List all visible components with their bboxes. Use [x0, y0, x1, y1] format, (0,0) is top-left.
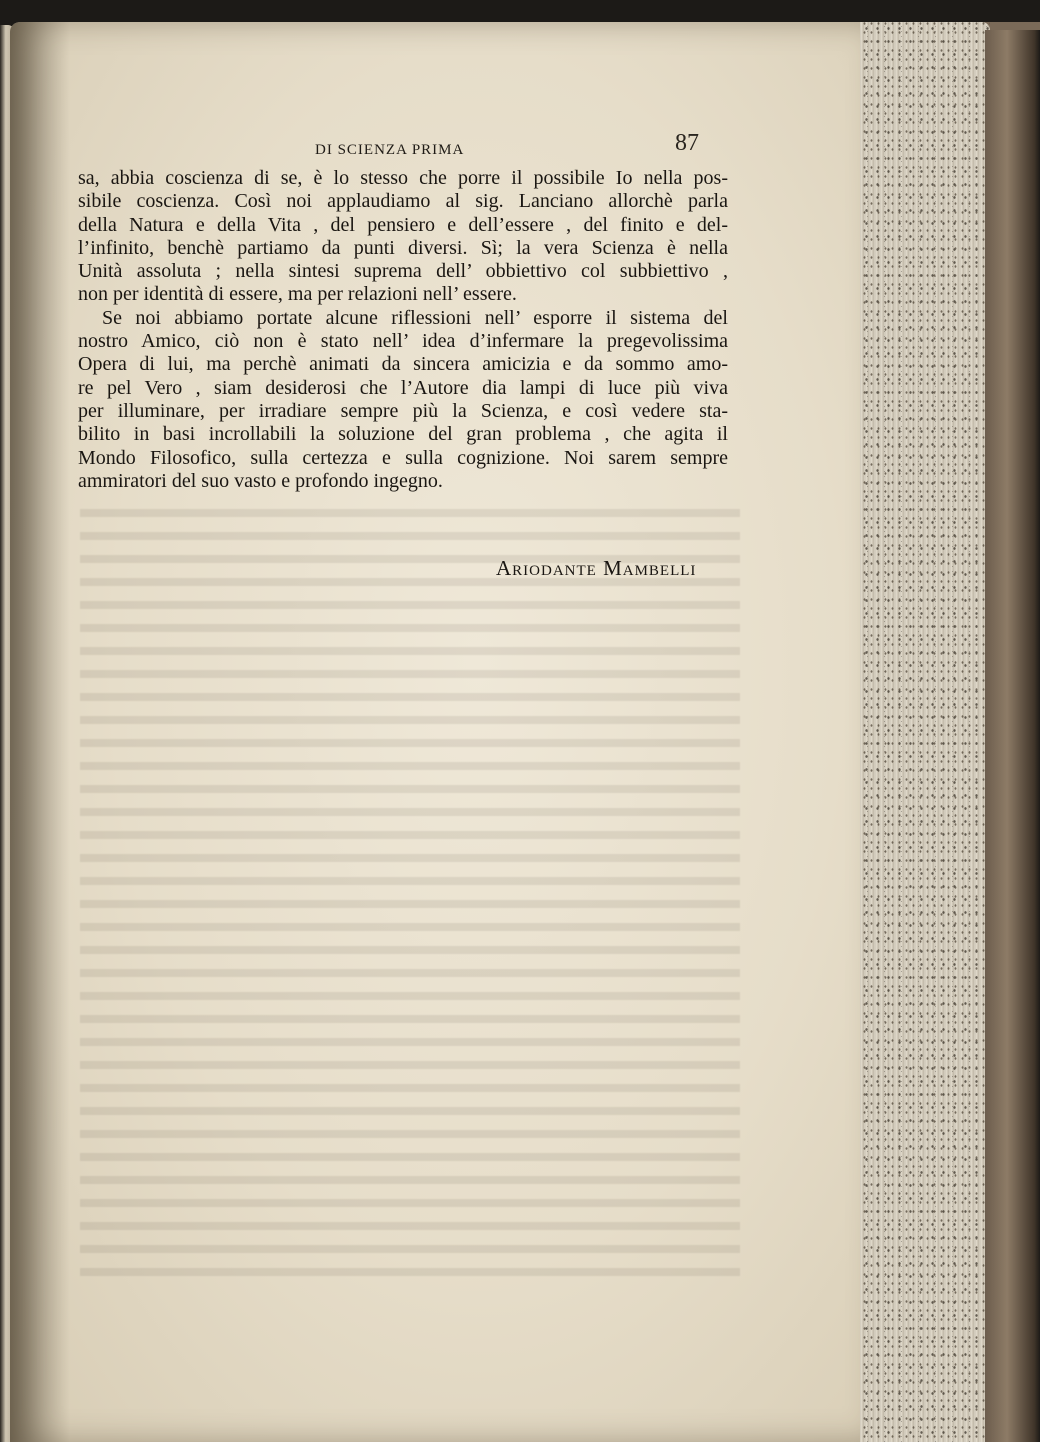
author-signature: Ariodante Mambelli [496, 556, 697, 580]
text-line: re pel Vero , siam desiderosi che l’Autore dia lampi di luce più viva [78, 376, 728, 399]
show-through-text [80, 500, 740, 1280]
text-line: bilito in basi incrollabili la soluzione del gran problema , che agita il [78, 423, 728, 446]
text-line: non per identità di essere, ma per relazioni nell’ essere. [78, 283, 517, 306]
text-line: Opera di lui, ma perchè animati da sincera amicizia e da sommo amo- [78, 353, 728, 376]
text-line: l’infinito, benchè partiamo da punti diversi. Sì; la vera Scienza è nella [78, 236, 728, 259]
body-text [78, 167, 728, 493]
running-head: DI SCIENZA PRIMA [315, 142, 465, 158]
gutter-shadow [10, 22, 70, 1442]
text-line: Mondo Filosofico, sulla certezza e sulla cognizione. Noi sarem sempre [78, 446, 728, 469]
text-line: Unità assoluta ; nella sintesi suprema dell’ obbiettivo col subbiettivo , [78, 260, 728, 283]
page-number: 87 [675, 130, 699, 156]
text-line: per illuminare, per irradiare sempre più la Scienza, e così vedere sta- [78, 399, 728, 422]
text-line: ammiratori del suo vasto e profondo ingegno. [78, 469, 443, 492]
text-line: sibile coscienza. Così noi applaudiamo al sig. Lanciano allorchè parla [78, 190, 728, 213]
text-line: sa, abbia coscienza di se, è lo stesso che porre il possibile Io nella pos- [78, 167, 728, 189]
book-cover [985, 30, 1040, 1442]
text-line: della Natura e della Vita , del pensiero e dell’essere , del finito e del- [78, 213, 728, 236]
page-edges [850, 22, 990, 1442]
speckled-edge-texture [850, 22, 990, 1442]
page-header [80, 130, 725, 170]
text-line: Se noi abbiamo portate alcune riflessioni nell’ esporre il sistema del [102, 306, 728, 329]
text-line: nostro Amico, ciò non è stato nell’ idea d’infermare la pregevolissima [78, 330, 728, 353]
